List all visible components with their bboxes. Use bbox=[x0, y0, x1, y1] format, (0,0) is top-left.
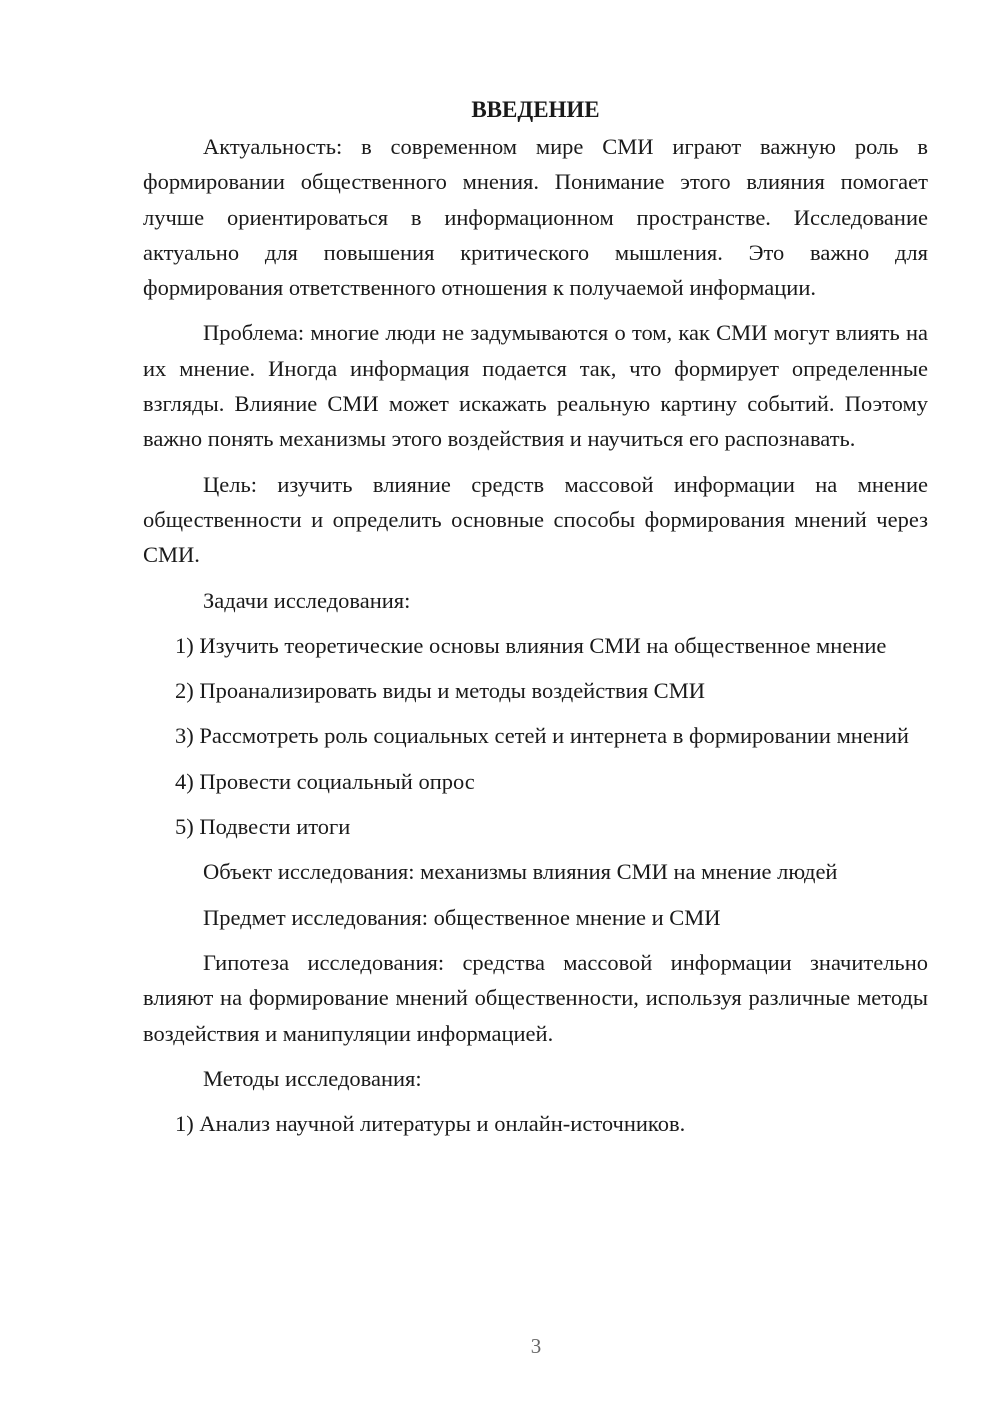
task-item: 2) Проанализировать виды и методы воздействия СМИ bbox=[175, 678, 705, 704]
hypothesis-paragraph: Гипотеза исследования: средства массовой информации значительно влияют на формирование мнений общественности, используя различные методы воздействия и манипуляции информацией. bbox=[143, 949, 928, 1046]
subject-paragraph: Предмет исследования: общественное мнение и СМИ bbox=[203, 904, 721, 930]
task-item: 3) Рассмотреть роль социальных сетей и интернета в формировании мнений bbox=[175, 723, 909, 749]
goal-paragraph: Цель: изучить влияние средств массовой информации на мнение общественности и определить основные способы формирования мнений через СМИ. bbox=[143, 471, 928, 568]
task-item: 4) Провести социальный опрос bbox=[175, 768, 475, 794]
methods-heading: Методы исследования: bbox=[203, 1065, 422, 1091]
tasks-heading: Задачи исследования: bbox=[203, 587, 411, 613]
relevance-paragraph: Актуальность: в современном мире СМИ играют важную роль в формировании общественного мнения. Понимание этого влияния помогает лучше ориентироваться в информационном пространстве. Исследование актуально для повышения критического мышления. Это важно для формирования ответственного отношения к получаемой информации. bbox=[143, 134, 928, 301]
task-item: 5) Подвести итоги bbox=[175, 814, 351, 840]
problem-paragraph: Проблема: многие люди не задумываются о том, как СМИ могут влиять на их мнение. Иногда информация подается так, что формирует определенные взгляды. Влияние СМИ может искажать реальную картину событий. Поэтому важно понять механизмы этого воздействия и научиться его распознавать. bbox=[143, 320, 928, 452]
object-paragraph: Объект исследования: механизмы влияния СМИ на мнение людей bbox=[203, 859, 838, 885]
method-item: 1) Анализ научной литературы и онлайн-источников. bbox=[175, 1111, 686, 1137]
page-title: ВВЕДЕНИЕ bbox=[471, 97, 600, 122]
task-item: 1) Изучить теоретические основы влияния СМИ на общественное мнение bbox=[175, 632, 887, 658]
page-number: 3 bbox=[530, 1334, 542, 1358]
page-content bbox=[143, 92, 928, 1141]
